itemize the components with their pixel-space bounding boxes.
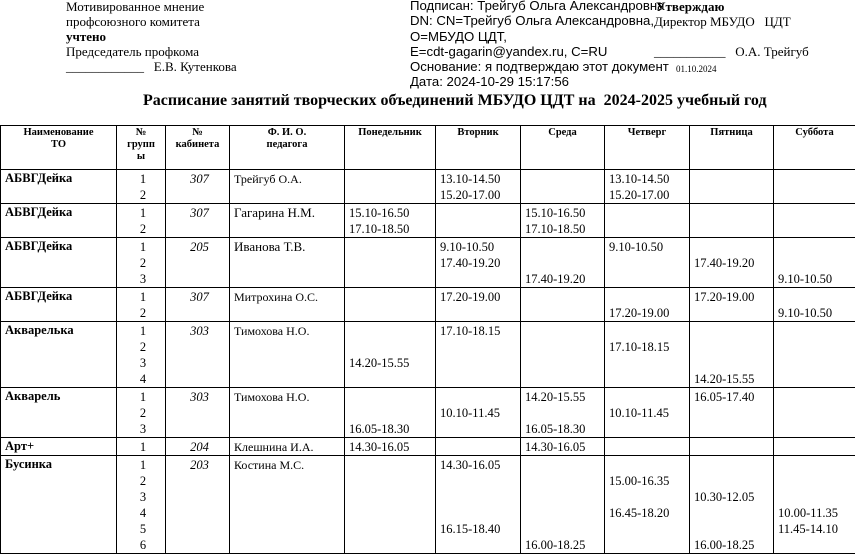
cell-wednesday-line — [525, 473, 604, 489]
cell-monday-line — [349, 239, 435, 255]
cell-teacher: Митрохина О.С. — [230, 288, 345, 322]
cell-friday-line — [694, 473, 773, 489]
cell-monday-line — [349, 489, 435, 505]
left-header-line-3: учтено — [66, 29, 106, 44]
cell-monday-line — [349, 255, 435, 271]
cell-monday — [345, 388, 436, 438]
cell-teacher: Тимохова Н.О. — [230, 322, 345, 388]
signature-org: O=МБУДО ЦДТ, — [410, 29, 507, 45]
cell-to-name: Акварелька — [1, 322, 117, 388]
cell-tuesday-line: 10.10-11.45 — [440, 405, 520, 421]
cell-tuesday — [436, 456, 521, 554]
cell-thursday-line — [609, 289, 689, 305]
cell-monday — [345, 322, 436, 388]
approval-label: Утверждаю — [656, 0, 724, 14]
cell-groups-line: 4 — [121, 505, 165, 521]
header-tuesday — [436, 126, 521, 170]
header-text: ТО — [2, 139, 115, 151]
cell-wednesday-line — [525, 457, 604, 473]
header-saturday — [774, 126, 855, 170]
cell-groups-line: 2 — [121, 305, 165, 321]
signature-dn: DN: CN=Трейгуб Ольга Александровна, — [410, 13, 654, 29]
cell-wednesday-line: 15.10-16.50 — [525, 205, 604, 221]
cell-thursday-line — [609, 421, 689, 437]
cell-monday — [345, 170, 436, 204]
cell-tuesday-line — [440, 355, 520, 371]
cell-cabinet: 303 — [166, 322, 230, 388]
header-text: ы — [118, 151, 164, 163]
cell-groups-line: 1 — [121, 439, 165, 455]
cell-friday-line: 10.30-12.05 — [694, 489, 773, 505]
cell-groups-line: 1 — [121, 389, 165, 405]
cell-wednesday-line — [525, 187, 604, 203]
cell-thursday — [605, 456, 690, 554]
cell-thursday-line: 13.10-14.50 — [609, 171, 689, 187]
cell-wednesday-line — [525, 405, 604, 421]
header-name — [1, 126, 117, 170]
cell-friday — [690, 388, 774, 438]
cell-monday-line — [349, 389, 435, 405]
cell-groups-line: 2 — [121, 473, 165, 489]
cell-tuesday-line — [440, 489, 520, 505]
table-row — [1, 204, 855, 238]
cell-monday-line — [349, 505, 435, 521]
cell-friday-line — [694, 221, 773, 237]
cell-monday — [345, 204, 436, 238]
cell-groups-line: 1 — [121, 289, 165, 305]
cell-thursday-line: 17.20-19.00 — [609, 305, 689, 321]
cell-groups-line: 2 — [121, 339, 165, 355]
cell-thursday-line: 9.10-10.50 — [609, 239, 689, 255]
cell-saturday-line — [778, 421, 855, 437]
cell-tuesday-line — [440, 389, 520, 405]
cell-to-name: АБВГДейка — [1, 288, 117, 322]
cell-saturday-line — [778, 339, 855, 355]
cell-thursday-line: 10.10-11.45 — [609, 405, 689, 421]
cell-thursday-line: 16.45-18.20 — [609, 505, 689, 521]
cell-friday-line — [694, 187, 773, 203]
table-row — [1, 322, 855, 388]
cell-teacher: Гагарина Н.М. — [230, 204, 345, 238]
left-header-line-1: Мотивированное мнение — [66, 0, 204, 14]
cell-teacher: Костина М.С. — [230, 456, 345, 554]
table-row — [1, 170, 855, 204]
cell-to-name: АБВГДейка — [1, 204, 117, 238]
cell-monday-line — [349, 323, 435, 339]
cell-wednesday-line: 17.40-19.20 — [525, 271, 604, 287]
header-row — [1, 126, 855, 170]
cell-tuesday-line — [440, 339, 520, 355]
cell-friday-line — [694, 405, 773, 421]
cell-tuesday-line — [440, 505, 520, 521]
signature-date: Дата: 2024-10-29 15:17:56 — [410, 74, 569, 90]
table-row — [1, 438, 855, 456]
cell-friday-line — [694, 271, 773, 287]
cell-groups-line: 1 — [121, 457, 165, 473]
cell-monday-line — [349, 271, 435, 287]
cell-tuesday — [436, 438, 521, 456]
cell-monday-line — [349, 371, 435, 387]
header-text: Суббота — [775, 127, 854, 139]
cell-to-name: Акварель — [1, 388, 117, 438]
cell-monday-line — [349, 289, 435, 305]
cell-friday-line: 17.20-19.00 — [694, 289, 773, 305]
cell-thursday — [605, 238, 690, 288]
cell-tuesday-line: 13.10-14.50 — [440, 171, 520, 187]
cell-teacher: Иванова Т.В. — [230, 238, 345, 288]
cell-wednesday — [521, 388, 605, 438]
cell-saturday-line — [778, 389, 855, 405]
cell-thursday-line — [609, 457, 689, 473]
cell-tuesday-line: 15.20-17.00 — [440, 187, 520, 203]
cell-saturday-line — [778, 537, 855, 553]
header-text: педагога — [231, 139, 343, 151]
cell-tuesday-line — [440, 221, 520, 237]
cell-friday-line — [694, 421, 773, 437]
cell-groups — [117, 438, 166, 456]
cell-saturday-line — [778, 171, 855, 187]
cell-cabinet: 307 — [166, 288, 230, 322]
cell-tuesday — [436, 322, 521, 388]
cell-saturday — [774, 204, 855, 238]
header-text: Четверг — [606, 127, 688, 139]
cell-monday-line: 14.20-15.55 — [349, 355, 435, 371]
table-body — [1, 170, 855, 554]
cell-wednesday-line — [525, 505, 604, 521]
cell-wednesday-line — [525, 305, 604, 321]
cell-saturday-line — [778, 405, 855, 421]
cell-tuesday-line — [440, 537, 520, 553]
cell-saturday-line — [778, 371, 855, 387]
cell-thursday — [605, 288, 690, 322]
approval-position: Директор МБУДО ЦДТ — [654, 14, 791, 29]
cell-saturday — [774, 456, 855, 554]
cell-wednesday — [521, 322, 605, 388]
cell-wednesday-line — [525, 255, 604, 271]
cell-wednesday-line: 16.00-18.25 — [525, 537, 604, 553]
header-teacher — [230, 126, 345, 170]
cell-saturday-line: 11.45-14.10 — [778, 521, 855, 537]
header-text: Среда — [522, 127, 603, 139]
cell-wednesday — [521, 438, 605, 456]
cell-saturday-line — [778, 205, 855, 221]
cell-wednesday-line — [525, 489, 604, 505]
cell-to-name: АБВГДейка — [1, 238, 117, 288]
cell-saturday-line — [778, 439, 855, 455]
cell-friday-line — [694, 521, 773, 537]
cell-wednesday-line: 14.30-16.05 — [525, 439, 604, 455]
header-text: № — [118, 127, 164, 139]
table-row — [1, 456, 855, 554]
cell-monday-line — [349, 187, 435, 203]
cell-friday-line — [694, 439, 773, 455]
cell-groups — [117, 388, 166, 438]
cell-wednesday-line — [525, 171, 604, 187]
cell-groups-line: 1 — [121, 205, 165, 221]
cell-cabinet: 307 — [166, 170, 230, 204]
cell-tuesday — [436, 170, 521, 204]
cell-friday-line: 17.40-19.20 — [694, 255, 773, 271]
cell-to-name: Арт+ — [1, 438, 117, 456]
cell-tuesday-line: 14.30-16.05 — [440, 457, 520, 473]
left-header-line-2: профсоюзного комитета — [66, 14, 200, 29]
header-text: Вторник — [437, 127, 519, 139]
cell-wednesday — [521, 204, 605, 238]
cell-saturday — [774, 170, 855, 204]
cell-groups-line: 4 — [121, 371, 165, 387]
signature-reason: Основание: я подтверждаю этот документ — [410, 59, 669, 75]
cell-saturday — [774, 238, 855, 288]
cell-groups — [117, 170, 166, 204]
header-text: № — [167, 127, 228, 139]
cell-thursday-line: 17.10-18.15 — [609, 339, 689, 355]
cell-tuesday-line: 17.20-19.00 — [440, 289, 520, 305]
header-text: групп — [118, 139, 164, 151]
cell-wednesday — [521, 288, 605, 322]
cell-friday-line — [694, 305, 773, 321]
cell-thursday-line — [609, 521, 689, 537]
cell-groups — [117, 322, 166, 388]
cell-wednesday-line — [525, 355, 604, 371]
cell-groups-line: 3 — [121, 421, 165, 437]
header-text: Пятница — [691, 127, 772, 139]
cell-monday-line — [349, 405, 435, 421]
cell-monday-line — [349, 521, 435, 537]
cell-saturday-line — [778, 221, 855, 237]
cell-saturday — [774, 322, 855, 388]
cell-tuesday-line — [440, 439, 520, 455]
cell-tuesday-line — [440, 271, 520, 287]
cell-wednesday-line — [525, 323, 604, 339]
cell-thursday — [605, 388, 690, 438]
cell-wednesday — [521, 238, 605, 288]
cell-cabinet: 203 — [166, 456, 230, 554]
cell-friday — [690, 438, 774, 456]
cell-groups-line: 2 — [121, 405, 165, 421]
cell-teacher: Трейгуб О.А. — [230, 170, 345, 204]
cell-friday-line — [694, 239, 773, 255]
cell-thursday-line — [609, 439, 689, 455]
table-row — [1, 238, 855, 288]
cell-to-name: АБВГДейка — [1, 170, 117, 204]
cell-tuesday-line: 17.40-19.20 — [440, 255, 520, 271]
header-thursday — [605, 126, 690, 170]
cell-tuesday-line — [440, 205, 520, 221]
cell-tuesday — [436, 288, 521, 322]
header-wednesday — [521, 126, 605, 170]
cell-tuesday-line — [440, 371, 520, 387]
cell-saturday — [774, 438, 855, 456]
cell-monday-line — [349, 305, 435, 321]
cell-saturday-line — [778, 489, 855, 505]
cell-friday-line — [694, 323, 773, 339]
cell-friday-line — [694, 339, 773, 355]
cell-wednesday-line: 14.20-15.55 — [525, 389, 604, 405]
cell-thursday-line — [609, 205, 689, 221]
cell-friday-line: 16.05-17.40 — [694, 389, 773, 405]
header-cabinet — [166, 126, 230, 170]
cell-saturday-line — [778, 355, 855, 371]
cell-wednesday-line: 16.05-18.30 — [525, 421, 604, 437]
cell-monday-line — [349, 171, 435, 187]
left-header-line-4: Председатель профкома — [66, 44, 199, 59]
header-text: Понедельник — [346, 127, 434, 139]
cell-cabinet: 303 — [166, 388, 230, 438]
cell-groups-line: 3 — [121, 489, 165, 505]
cell-saturday-line: 10.00-11.35 — [778, 505, 855, 521]
cell-wednesday-line — [525, 239, 604, 255]
cell-groups-line: 1 — [121, 239, 165, 255]
cell-teacher: Тимохова Н.О. — [230, 388, 345, 438]
cell-friday-line — [694, 355, 773, 371]
header-monday — [345, 126, 436, 170]
cell-tuesday-line — [440, 305, 520, 321]
cell-wednesday-line — [525, 289, 604, 305]
cell-groups-line: 3 — [121, 355, 165, 371]
cell-monday — [345, 456, 436, 554]
cell-thursday-line — [609, 255, 689, 271]
cell-thursday-line — [609, 537, 689, 553]
approval-signer: ___________ О.А. Трейгуб — [654, 44, 809, 59]
approval-date: 01.10.2024 — [676, 62, 717, 77]
cell-groups — [117, 204, 166, 238]
cell-tuesday-line: 17.10-18.15 — [440, 323, 520, 339]
cell-groups — [117, 456, 166, 554]
cell-cabinet: 307 — [166, 204, 230, 238]
cell-thursday-line — [609, 221, 689, 237]
cell-saturday-line — [778, 239, 855, 255]
cell-monday-line — [349, 339, 435, 355]
cell-friday-line — [694, 457, 773, 473]
cell-monday-line — [349, 473, 435, 489]
cell-wednesday-line — [525, 339, 604, 355]
cell-thursday — [605, 322, 690, 388]
cell-thursday-line — [609, 389, 689, 405]
cell-friday-line — [694, 171, 773, 187]
cell-thursday-line — [609, 323, 689, 339]
cell-friday — [690, 288, 774, 322]
cell-groups-line: 1 — [121, 323, 165, 339]
cell-saturday — [774, 388, 855, 438]
cell-wednesday — [521, 170, 605, 204]
cell-wednesday — [521, 456, 605, 554]
cell-wednesday-line: 17.10-18.50 — [525, 221, 604, 237]
cell-groups — [117, 288, 166, 322]
cell-saturday-line — [778, 289, 855, 305]
header-text: кабинета — [167, 139, 228, 151]
cell-tuesday-line: 9.10-10.50 — [440, 239, 520, 255]
table-row — [1, 288, 855, 322]
cell-thursday — [605, 204, 690, 238]
cell-tuesday — [436, 204, 521, 238]
cell-groups — [117, 238, 166, 288]
cell-thursday-line: 15.20-17.00 — [609, 187, 689, 203]
signature-signed-by: Подписан: Трейгуб Ольга Александровна — [410, 0, 665, 14]
cell-thursday — [605, 438, 690, 456]
cell-thursday-line: 15.00-16.35 — [609, 473, 689, 489]
cell-wednesday-line — [525, 371, 604, 387]
cell-monday-line — [349, 537, 435, 553]
cell-saturday-line — [778, 187, 855, 203]
cell-saturday-line — [778, 323, 855, 339]
cell-teacher: Клешнина И.А. — [230, 438, 345, 456]
cell-thursday-line — [609, 355, 689, 371]
cell-tuesday-line — [440, 473, 520, 489]
cell-cabinet: 205 — [166, 238, 230, 288]
header-group — [117, 126, 166, 170]
cell-tuesday-line — [440, 421, 520, 437]
cell-friday-line: 14.20-15.55 — [694, 371, 773, 387]
header-text: Наименование — [2, 127, 115, 139]
cell-monday — [345, 288, 436, 322]
table-row — [1, 388, 855, 438]
cell-saturday-line — [778, 457, 855, 473]
cell-wednesday-line — [525, 521, 604, 537]
cell-tuesday — [436, 388, 521, 438]
cell-to-name: Бусинка — [1, 456, 117, 554]
page-title: Расписание занятий творческих объединений МБУДО ЦДТ на 2024-2025 учебный год — [143, 92, 767, 110]
cell-friday-line: 16.00-18.25 — [694, 537, 773, 553]
cell-friday — [690, 456, 774, 554]
cell-monday-line: 16.05-18.30 — [349, 421, 435, 437]
cell-groups-line: 6 — [121, 537, 165, 553]
cell-friday — [690, 322, 774, 388]
cell-tuesday-line: 16.15-18.40 — [440, 521, 520, 537]
cell-monday-line: 15.10-16.50 — [349, 205, 435, 221]
cell-friday — [690, 204, 774, 238]
cell-monday-line — [349, 457, 435, 473]
cell-saturday — [774, 288, 855, 322]
cell-groups-line: 5 — [121, 521, 165, 537]
cell-monday-line: 17.10-18.50 — [349, 221, 435, 237]
cell-friday-line — [694, 505, 773, 521]
cell-groups-line: 1 — [121, 171, 165, 187]
cell-friday — [690, 238, 774, 288]
cell-thursday-line — [609, 371, 689, 387]
cell-tuesday — [436, 238, 521, 288]
cell-monday — [345, 438, 436, 456]
cell-saturday-line — [778, 473, 855, 489]
signature-email: E=cdt-gagarin@yandex.ru, C=RU — [410, 44, 607, 60]
cell-groups-line: 3 — [121, 271, 165, 287]
cell-groups-line: 2 — [121, 221, 165, 237]
cell-thursday-line — [609, 271, 689, 287]
cell-thursday — [605, 170, 690, 204]
left-header-line-5: ____________ Е.В. Кутенкова — [66, 59, 237, 74]
schedule-table — [0, 125, 855, 554]
cell-saturday-line — [778, 255, 855, 271]
cell-monday — [345, 238, 436, 288]
cell-thursday-line — [609, 489, 689, 505]
cell-saturday-line: 9.10-10.50 — [778, 305, 855, 321]
cell-saturday-line: 9.10-10.50 — [778, 271, 855, 287]
cell-groups-line: 2 — [121, 255, 165, 271]
cell-monday-line: 14.30-16.05 — [349, 439, 435, 455]
cell-friday-line — [694, 205, 773, 221]
cell-cabinet: 204 — [166, 438, 230, 456]
cell-friday — [690, 170, 774, 204]
header-friday — [690, 126, 774, 170]
cell-groups-line: 2 — [121, 187, 165, 203]
header-text: Ф. И. О. — [231, 127, 343, 139]
